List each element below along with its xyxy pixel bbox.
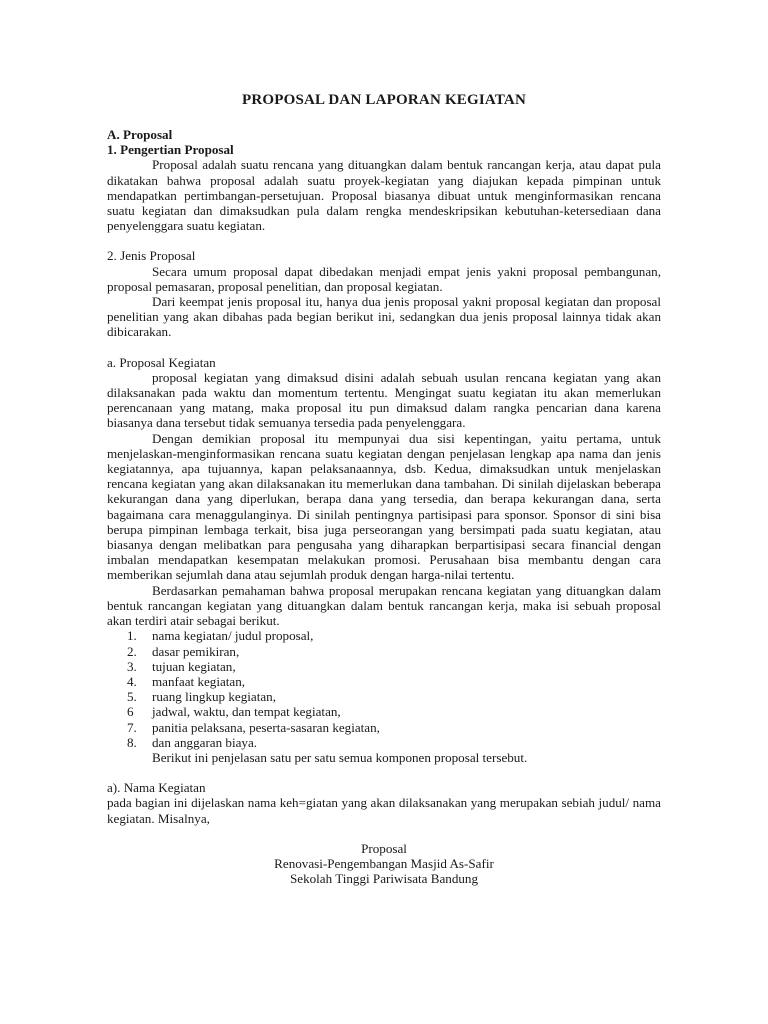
example-line-3: Sekolah Tinggi Pariwisata Bandung xyxy=(289,871,479,887)
paragraph-kegiatan-1: proposal kegiatan yang dimaksud disini adalah sebuah usulan rencana kegiatan yang akan dilaksanakan pada waktu dan momentum tertentu. Mengingat suatu kegiatan itu akan memerlukan perencanaan yang matang, maka proposal itu pun dimaksud dalam rangka pencarian dana karena biasanya dana tersebut tidak semuanya tersedia pada penyelenggara. xyxy=(107,369,661,431)
list-item-number: 4. xyxy=(127,673,137,689)
list-item xyxy=(107,689,661,704)
list-item xyxy=(107,704,661,719)
paragraph-components-after: Berikut ini penjelasan satu per satu semua komponen proposal tersebut. xyxy=(152,749,528,765)
heading-jenis-proposal: 2. Jenis Proposal xyxy=(107,248,196,264)
component-list xyxy=(107,628,661,750)
list-item xyxy=(107,735,661,750)
list-item-text: nama kegiatan/ judul proposal, xyxy=(152,628,314,644)
list-item-number: 5. xyxy=(127,689,137,705)
list-item xyxy=(107,659,661,674)
list-item xyxy=(107,674,661,689)
example-title: Proposal xyxy=(361,840,407,856)
list-item-text: jadwal, waktu, dan tempat kegiatan, xyxy=(152,704,341,720)
list-item-number: 1. xyxy=(127,628,137,644)
paragraph-kegiatan-3: Berdasarkan pemahaman bahwa proposal merupakan rencana kegiatan yang dituangkan dalam bentuk rancangan kegiatan yang dituangkan dalam bentuk rancangan kerja, maka isi sebuah proposal akan terdiri atair sebagai berikut. xyxy=(107,582,661,629)
list-item-text: tujuan kegiatan, xyxy=(152,658,236,674)
list-item-number: 8. xyxy=(127,734,137,750)
paragraph-nama-kegiatan: pada bagian ini dijelaskan nama keh=giatan yang akan dilaksanakan yang merupakan sebiah judul/ nama kegiatan. Misalnya, xyxy=(107,795,661,826)
heading-proposal-kegiatan: a. Proposal Kegiatan xyxy=(107,354,216,370)
heading-pengertian-proposal: 1. Pengertian Proposal xyxy=(107,142,234,158)
list-item xyxy=(107,720,661,735)
list-item-number: 7. xyxy=(127,719,137,735)
example-line-2: Renovasi-Pengembangan Masjid As-Safir xyxy=(274,855,494,871)
paragraph-jenis-2: Dari keempat jenis proposal itu, hanya dua jenis proposal yakni proposal kegiatan dan proposal penelitian yang akan dibahas pada begian berikut ini, sedangkan dua jenis proposal lainnya tidak akan dibicarakan. xyxy=(107,294,661,340)
document-body xyxy=(107,127,661,886)
document-title: PROPOSAL DAN LAPORAN KEGIATAN xyxy=(241,92,526,108)
list-item-number: 2. xyxy=(127,643,137,659)
paragraph-jenis-1: Secara umum proposal dapat dibedakan menjadi empat jenis yakni proposal pembangunan, proposal pemasaran, proposal penelitian, dan proposal kegiatan. xyxy=(107,263,661,294)
list-item xyxy=(107,644,661,659)
list-item-text: manfaat kegiatan, xyxy=(152,673,246,689)
heading-nama-kegiatan: a). Nama Kegiatan xyxy=(107,780,206,796)
paragraph-kegiatan-2: Dengan demikian proposal itu mempunyai dua sisi kepentingan, yaitu pertama, untuk menjelaskan-menginformasikan rencana suatu kegiatan dengan penjelasan lengkap apa nama dan jenis kegiatannya, apa tujuannya, kapan pelaksanaannya, dsb. Kedua, dimaksudkan untuk menjelaskan rencana kegiatan yang akan dilaksanakan itu memerlukan dana tambahan. Di sinilah dijelaskan beberapa kekurangan dana yang diperlukan, berapa dana yang tersedia, dan berapa kekurangan dana, serta bagaimana cara menaggulanginya. Di sinilah pentingnya partisipasi para sponsor. Sponsor di sini bisa berupa pimpinan lembaga terkait, bisa juga perseorangan yang bersimpati pada suatu kegiatan, atau biasanya dengan melibatkan para pengusaha yang diharapkan berpartisipasi secara financial dengan imbalan mendapatkan kesempatan melakukan promosi. Perusahaan bisa membantu dengan cara memberikan sejumlah dana atau sejumlah produk dengan harga-nilai tertentu. xyxy=(107,430,661,583)
list-item xyxy=(107,628,661,643)
list-item-text: dan anggaran biaya. xyxy=(152,734,258,750)
list-item-text: panitia pelaksana, peserta-sasaran kegiatan, xyxy=(152,719,380,735)
list-item-number: 3. xyxy=(127,658,137,674)
list-item-text: ruang lingkup kegiatan, xyxy=(152,689,276,705)
heading-a-proposal: A. Proposal xyxy=(107,127,173,142)
list-item-number: 6 xyxy=(127,704,134,720)
list-item-text: dasar pemikiran, xyxy=(152,643,240,659)
paragraph-pengertian: Proposal adalah suatu rencana yang dituangkan dalam bentuk rancangan kerja, atau dapat pula dikatakan bahwa proposal adalah suatu proyek-kegiatan yang diajukan kepada pimpinan untuk mendapatkan pertimbangan-persetujuan. Proposal biasanya dibuat untuk menginformasikan rencana suatu kegiatan dan dimaksudkan pula dalam rengka mendeskripsikan kebutuhan-ketersediaan dana penyelenggara suatu kegiatan. xyxy=(107,157,661,234)
